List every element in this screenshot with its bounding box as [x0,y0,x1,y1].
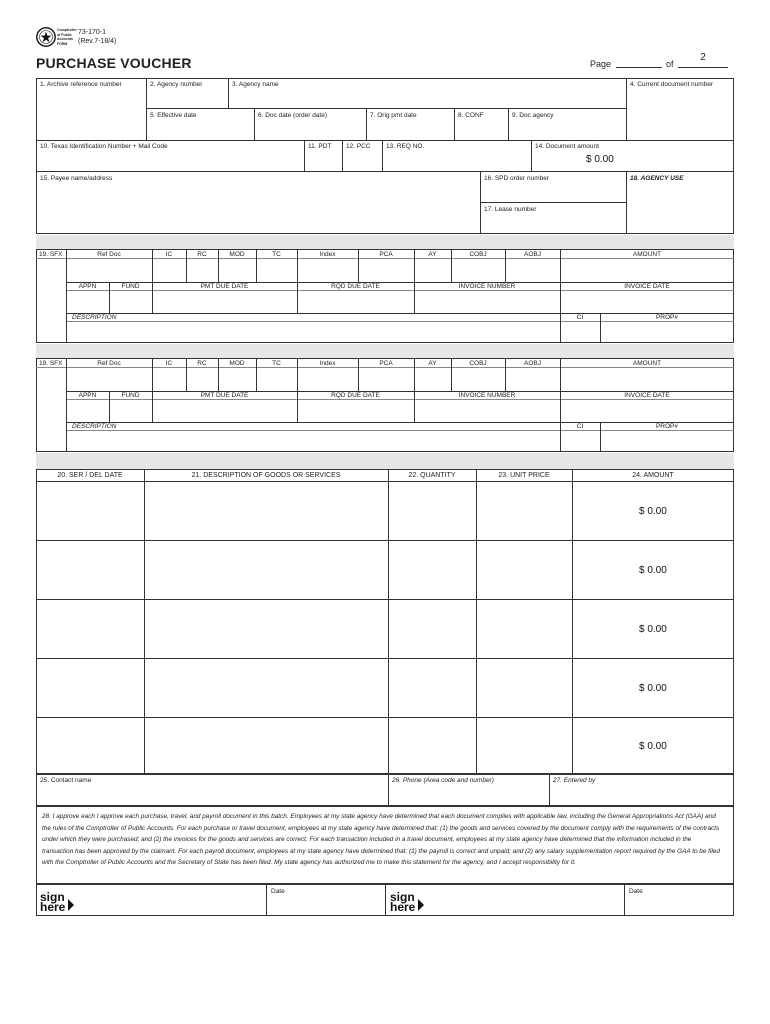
contact-row [36,774,734,806]
total-pages-field[interactable] [678,52,728,68]
seal-text: Comptroller of Public Accounts FORM [57,28,77,46]
ci-label: CI [576,314,584,321]
mod-label: MOD [229,360,245,367]
spd-order-number-label: 16. SPD order number [484,175,550,182]
line-item-amount[interactable]: $ 0.00 [639,624,667,635]
aobj-label: AOBJ [524,251,541,258]
contact-name-label: 25. Contact name [40,777,92,784]
entered-by-label: 27. Entered by [553,777,596,784]
page-number-field[interactable] [616,57,662,68]
page-label: Page [590,59,612,69]
total-pages-value: 2 [700,52,706,63]
payee-name-address-label: 15. Payee name/address [40,175,113,182]
amount-label: AMOUNT [632,360,662,367]
lease-number-label: 17. Lease number [484,206,537,213]
tc-label: TC [272,360,281,367]
ay-label: AY [428,360,437,367]
sign-label: sign [390,890,415,904]
invoice-number-label: INVOICE NUMBER [458,392,516,399]
pca-label: PCA [379,360,393,367]
arrow-right-icon [68,899,74,911]
ref-doc-label: Ref Doc [97,360,121,367]
description-label: DESCRIPTION [72,314,117,321]
voucher-header-block [36,78,734,234]
agency-number-label: 2. Agency number [150,81,203,88]
rc-label: RC [197,251,207,258]
texas-id-label: 10. Texas Identification Number + Mail Code [40,143,168,150]
aobj-label: AOBJ [524,360,541,367]
arrow-right-icon [418,899,424,911]
accounting-line-2 [36,358,734,452]
form-number: 73-170-1 [78,29,107,36]
document-amount-label: 14. Document amount [535,143,599,150]
sign-here-marker[interactable] [390,892,415,912]
section-separator [36,344,734,358]
invoice-date-label: INVOICE DATE [624,283,670,290]
document-amount-value[interactable]: $ 0.00 [586,154,614,165]
pdt-label: 11. PDT [308,143,332,150]
sfx-label: 19. SFX [39,251,63,258]
section-separator [36,235,734,249]
fund-label: FUND [121,283,140,290]
prop-number-label: PROP# [655,314,679,321]
ic-label: IC [165,251,173,258]
pcc-label: 12. PCC [346,143,371,150]
conf-label: 8. CONF [458,112,484,119]
cobj-label: COBJ [469,251,487,258]
fund-label: FUND [121,392,140,399]
pmt-due-date-label: PMT DUE DATE [200,283,249,290]
rqd-due-date-label: RQD DUE DATE [331,283,380,290]
appn-label: APPN [78,392,97,399]
line-items-table [36,469,734,774]
archive-reference-number-label: 1. Archive reference number [40,81,122,88]
line-item-amount[interactable]: $ 0.00 [639,565,667,576]
amount-header: 24. AMOUNT [632,472,674,479]
rqd-due-date-label: RQD DUE DATE [331,392,380,399]
ay-label: AY [428,251,437,258]
sign-here-marker[interactable] [40,892,65,912]
description-of-goods-header: 21. DESCRIPTION OF GOODS OR SERVICES [191,472,341,479]
pmt-due-date-label: PMT DUE DATE [200,392,249,399]
form-revision: (Rev.7-18/4) [78,38,117,45]
here-label: here [40,900,66,914]
ser-del-date-header: 20. SER / DEL DATE [57,472,123,479]
current-document-number-label: 4. Current document number [630,81,714,88]
ref-doc-label: Ref Doc [97,251,121,258]
pca-label: PCA [379,251,393,258]
doc-agency-label: 9. Doc agency [512,112,554,119]
amount-label: AMOUNT [632,251,662,258]
line-item-amount[interactable]: $ 0.00 [639,506,667,517]
invoice-number-label: INVOICE NUMBER [458,283,516,290]
comptroller-seal-icon [36,27,56,47]
page-title: PURCHASE VOUCHER [36,55,192,71]
accounting-line-1 [36,249,734,343]
tc-label: TC [272,251,281,258]
cobj-label: COBJ [469,360,487,367]
certification-text: 28. I approve each I approve each purchase, travel, and payroll document in this batch. Employees at my state agency have determined that each document complies with applicable law, including the General Appropriations Act (GAA) and the rules of the Comptroller of Public Accounts. For each purchase or travel document, employees at my state agency have determined that: (1) the goods and services covered by the document comply with the requirements of the contracts under which they were purchased; and (2) the invoices for the goods and services are correct. For each transaction included in a travel document, employees at my state agency have determined that the information included in the transaction has been approved by the claimant. For each payroll document, employees at my state agency have determined that: (1) the payroll is correct and unpaid; and (2) any salary supplementation report required by the GAA to be filed with the Comptroller of Public Accounts and the Secretary of State has been filed. My state agency has authorized me to make this statement for the agency, and I accept responsibility for it. [42,813,720,867]
here-label: here [390,900,416,914]
appn-label: APPN [78,283,97,290]
ic-label: IC [165,360,173,367]
of-label: of [666,59,674,69]
index-label: Index [319,251,336,258]
invoice-date-label: INVOICE DATE [624,392,670,399]
date-label: Date [271,888,285,895]
req-no-label: 13. REQ NO. [386,143,425,150]
sfx-label: 19. SFX [39,360,63,367]
effective-date-label: 5. Effective date [150,112,197,119]
agency-name-label: 3. Agency name [232,81,279,88]
phone-label: 26. Phone (Area code and number) [392,777,494,784]
mod-label: MOD [229,251,245,258]
date-label: Date [629,888,643,895]
index-label: Index [319,360,336,367]
rc-label: RC [197,360,207,367]
line-item-amount[interactable]: $ 0.00 [639,683,667,694]
prop-number-label: PROP# [655,423,679,430]
agency-use-label: 18. AGENCY USE [630,175,684,182]
section-separator [36,453,734,469]
line-item-amount[interactable]: $ 0.00 [639,741,667,752]
doc-date-label: 6. Doc date (order date) [258,112,328,119]
ci-label: CI [576,423,584,430]
orig-pmt-date-label: 7. Orig pmt date [370,112,417,119]
description-label: DESCRIPTION [72,423,117,430]
quantity-header: 22. QUANTITY [408,472,456,479]
sign-label: sign [40,890,65,904]
unit-price-header: 23. UNIT PRICE [498,472,550,479]
